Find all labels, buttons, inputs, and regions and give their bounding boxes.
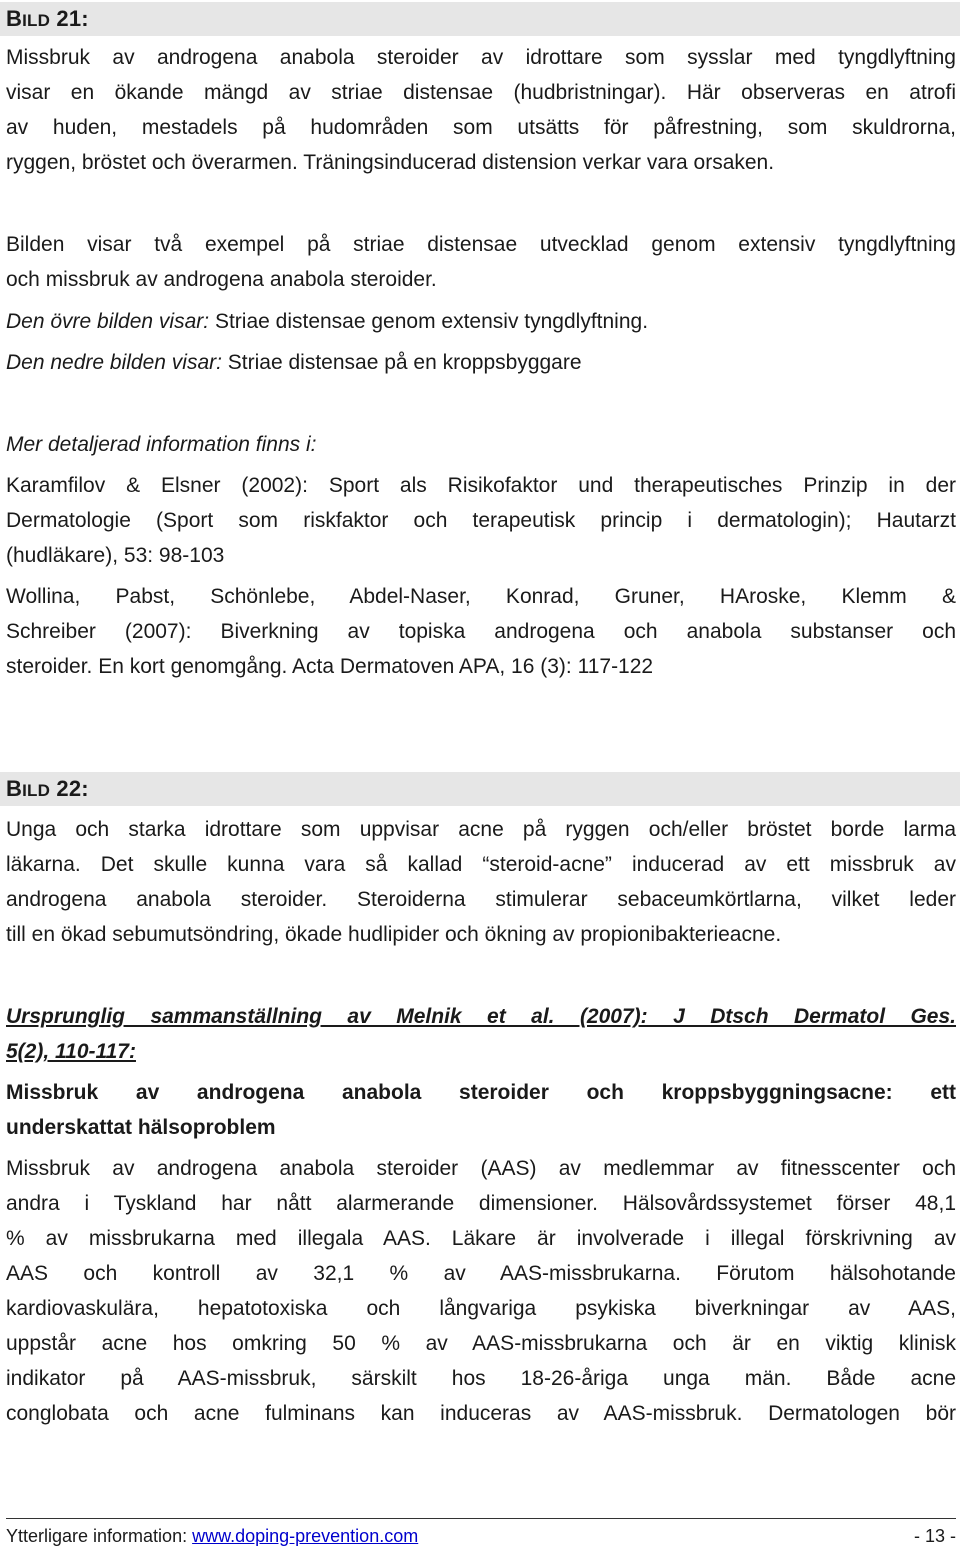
more-info-label: Mer detaljerad information finns i: — [6, 433, 317, 456]
paragraph-line: läkarna. Det skulle kunna vara så kallad “steroid-acne” inducerad av ett missbruk av — [6, 853, 956, 876]
body-line: AAS och kontroll av 32,1 % av AAS-missbrukarna. Förutom hälsohotande — [6, 1262, 956, 1285]
paragraph-line: till en ökad sebumutsöndring, ökade hudlipider och ökning av propionibakterieacne. — [6, 923, 782, 946]
body-line: conglobata och acne fulminans kan induceras av AAS-missbruk. Dermatologen bör — [6, 1402, 956, 1425]
source-citation: 5(2), 110-117: — [6, 1040, 136, 1063]
reference-line: steroider. En kort genomgång. Acta Dermatoven APA, 16 (3): 117-122 — [6, 655, 654, 678]
body-line: % av missbrukarna med illegala AAS. Läkare är involverade i illegal förskrivning av — [6, 1227, 956, 1250]
caption-upper: Den övre bilden visar: Striae distensae genom extensiv tyngdlyftning. — [6, 310, 649, 333]
reference-line: Wollina, Pabst, Schönlebe, Abdel-Naser, Konrad, Gruner, HAroske, Klemm & — [6, 585, 956, 608]
paragraph-line: av huden, mestadels på hudområden som utsätts för påfrestning, som skuldrorna, — [6, 116, 956, 139]
reference-line: Karamfilov & Elsner (2002): Sport als Risikofaktor und therapeutisches Prinzip in der — [6, 474, 956, 497]
page-number: - 13 - — [913, 1526, 956, 1546]
paragraph-line: Missbruk av androgena anabola steroider av idrottare som sysslar med tyngdlyftning — [6, 46, 956, 69]
paragraph-line: och missbruk av androgena anabola steroider. — [6, 268, 437, 291]
article-title: Missbruk av androgena anabola steroider och kroppsbyggningsacne: ett — [6, 1081, 956, 1104]
section-heading: BILD 21: — [6, 6, 89, 31]
paragraph-line: ryggen, bröstet och överarmen. Träningsinducerad distension verkar vara orsaken. — [6, 151, 775, 174]
body-line: Missbruk av androgena anabola steroider (AAS) av medlemmar av fitnesscenter och — [6, 1157, 956, 1180]
source-citation: Ursprunglig sammanställning av Melnik et al. (2007): J Dtsch Dermatol Ges. — [6, 1005, 956, 1028]
reference-line: Schreiber (2007): Biverkning av topiska androgena och anabola substanser och — [6, 620, 956, 643]
paragraph-line: Unga och starka idrottare som uppvisar acne på ryggen och/eller bröstet borde larma — [6, 818, 956, 841]
body-line: andra i Tyskland har nått alarmerande dimensioner. Hälsovårdssystemet förser 48,1 — [6, 1192, 956, 1215]
paragraph-line: visar en ökande mängd av striae distensae (hudbristningar). Här observeras en atrofi — [6, 81, 956, 104]
paragraph-line: Bilden visar två exempel på striae distensae utvecklad genom extensiv tyngdlyftning — [6, 233, 956, 256]
footer-info: Ytterligare information: www.doping-prevention.com — [6, 1526, 419, 1546]
caption-lower: Den nedre bilden visar: Striae distensae på en kroppsbyggare — [6, 351, 582, 374]
paragraph-line: androgena anabola steroider. Steroiderna stimulerar sebaceumkörtlarna, vilket leder — [6, 888, 956, 911]
section-heading-bar — [0, 2, 960, 36]
section-heading: BILD 22: — [6, 776, 89, 801]
body-line: indikator på AAS-missbruk, särskilt hos 18-26-åriga unga män. Både acne — [6, 1367, 956, 1390]
article-title: underskattat hälsoproblem — [6, 1116, 276, 1139]
body-line: uppstår acne hos omkring 50 % av AAS-missbrukarna och är en viktig klinisk — [6, 1332, 956, 1355]
body-line: kardiovaskulära, hepatotoxiska och långvariga psykiska biverkningar av AAS, — [6, 1297, 956, 1320]
section-heading-bar — [0, 772, 960, 806]
footer-divider — [6, 1518, 956, 1519]
reference-line: Dermatologie (Sport som riskfaktor och terapeutisk princip i dermatologin); Hautarzt — [6, 509, 956, 532]
footer-website-link[interactable]: www.doping-prevention.com — [192, 1526, 419, 1546]
reference-line: (hudläkare), 53: 98-103 — [6, 544, 225, 567]
